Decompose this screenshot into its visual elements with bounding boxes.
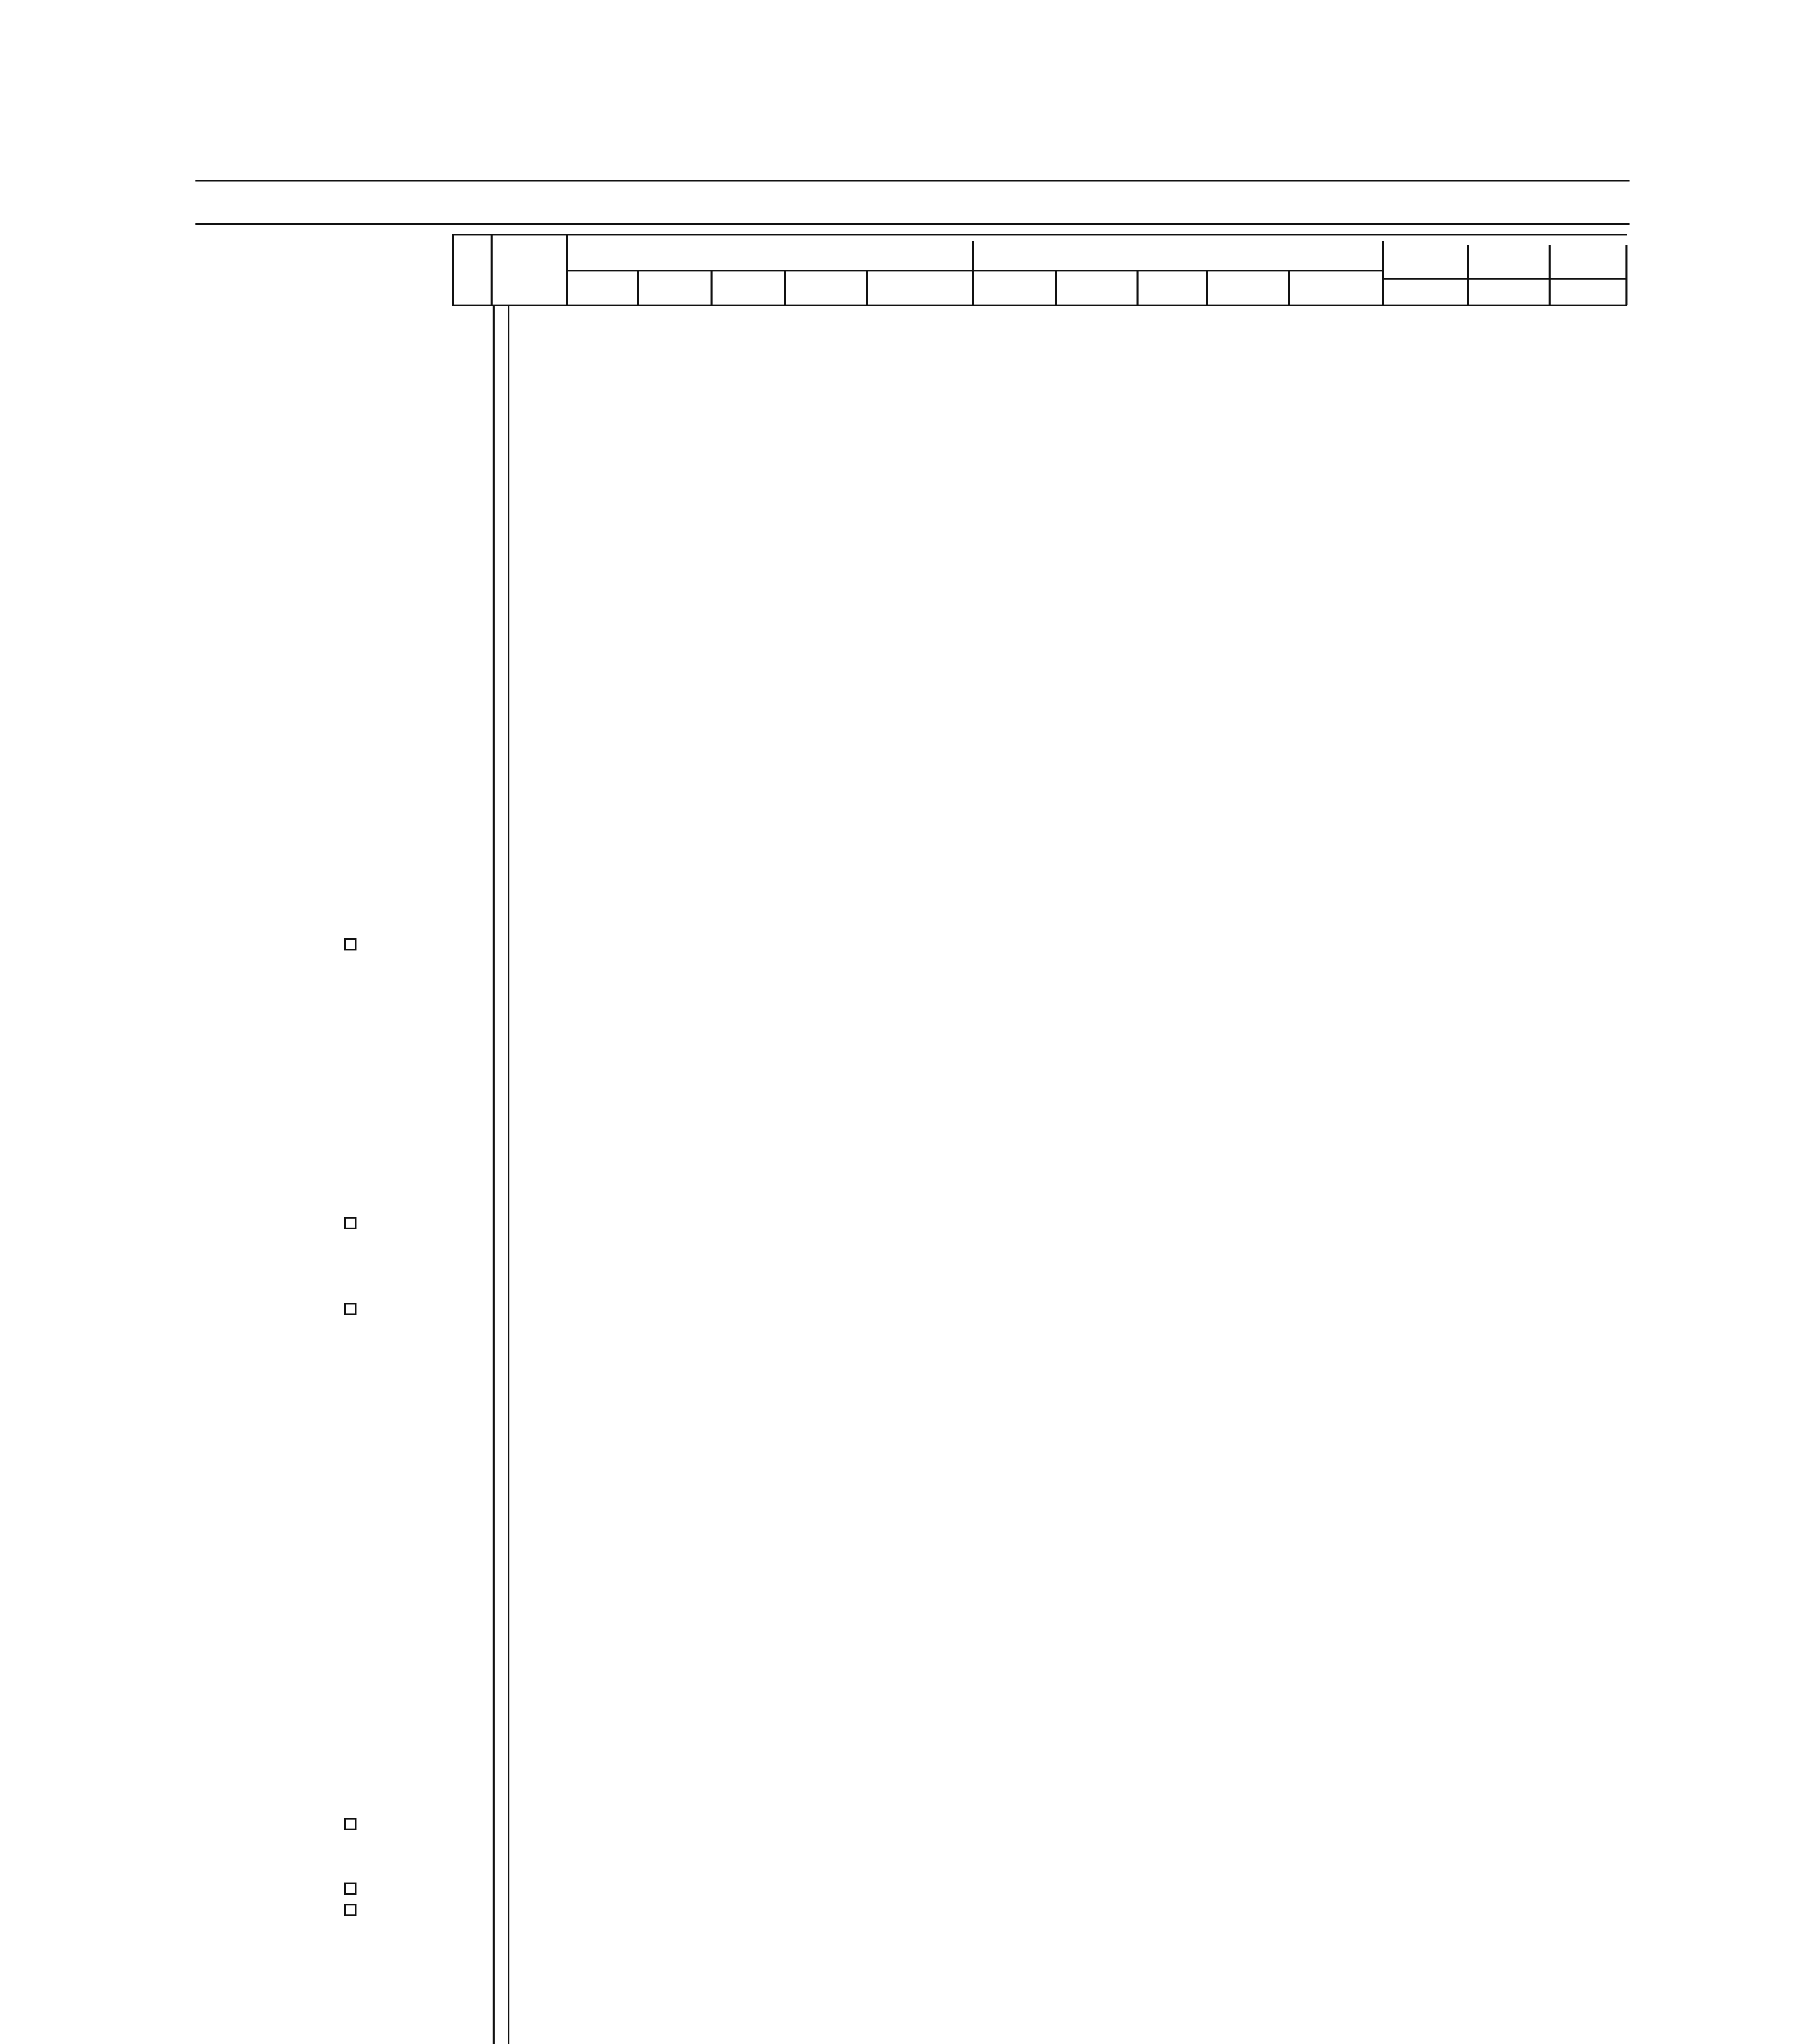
header-rule-right-mid [1382,278,1627,280]
header-divider-00a [637,271,639,305]
table-row [0,1130,1809,1151]
table-row [0,1301,1809,1322]
table-row [0,507,1809,529]
table-row [0,1473,1809,1494]
table-row [0,1730,1809,1752]
table-row [0,2031,1809,2044]
header-divider-03a [1055,271,1057,305]
table-row [0,1537,1809,1559]
table-row [0,314,1809,335]
table-row [0,979,1809,1001]
table-row [0,1194,1809,1215]
header-divider-03b [1137,271,1139,305]
table-row [0,1816,1809,1838]
table-row [0,572,1809,593]
empty-square-marker [344,1303,356,1315]
empty-square-marker [344,1217,356,1229]
empty-square-marker [344,1904,356,1916]
header-divider-hoehe [452,234,454,305]
table-row [0,958,1809,979]
table-row [0,1430,1809,1451]
table-row [0,1452,1809,1473]
table-row [0,1645,1809,1666]
table-row [0,1580,1809,1602]
table-row [0,2010,1809,2031]
table-row [0,443,1809,464]
header-divider-03 [972,241,974,305]
table-row [0,464,1809,486]
table-row [0,1022,1809,1044]
table-row [0,657,1809,679]
table-row [0,1623,1809,1645]
table-row [0,357,1809,378]
table-row [0,829,1809,850]
table-row [0,1924,1809,1945]
header-rule-bottom [452,305,1627,306]
header-divider-gusts-b [1467,245,1469,305]
header-rule-mid [568,270,1382,271]
empty-square-marker [344,1883,356,1895]
table-row [0,1495,1809,1516]
header-divider-right [1625,245,1627,305]
table-row [0,937,1809,958]
table-row [0,614,1809,636]
table-row [0,1344,1809,1365]
table-row [0,550,1809,572]
table-row [0,1666,1809,1688]
table-row [0,1258,1809,1280]
table-row [0,1215,1809,1237]
table-row [0,1087,1809,1108]
table-row [0,894,1809,915]
table-row [0,786,1809,807]
header-divider-precip [1549,245,1551,305]
table-row [0,1001,1809,1022]
table-row [0,1366,1809,1387]
empty-square-marker [344,1818,356,1830]
table-row [0,765,1809,786]
table-row [0,1387,1809,1408]
table-row [0,1688,1809,1709]
header-divider-gusts [1382,241,1384,305]
header-divider-00 [566,234,568,305]
table-row [0,1602,1809,1623]
table-row [0,1988,1809,2009]
table-row [0,722,1809,743]
table-row [0,1881,1809,1902]
table-row [0,1108,1809,1130]
header-rule-top [452,234,1627,235]
table-row [0,915,1809,936]
table-row [0,1967,1809,1988]
header-divider-00c [784,271,786,305]
table-row [0,679,1809,700]
table-row [0,1044,1809,1065]
table-row [0,1709,1809,1730]
header-divider-03d [1288,271,1290,305]
table-row [0,1172,1809,1194]
table-row [0,1151,1809,1172]
table-row [0,1795,1809,1816]
table-row [0,851,1809,872]
table-row [0,1902,1809,1923]
empty-square-marker [344,938,356,950]
table-row [0,336,1809,357]
top-rule [195,180,1630,182]
header-divider-00b [711,271,713,305]
table-row [0,1945,1809,1966]
table-row [0,486,1809,507]
table-row [0,1237,1809,1258]
date-rule [195,223,1630,225]
table-row [0,379,1809,400]
table-row [0,743,1809,764]
table-row [0,1409,1809,1430]
table-row [0,808,1809,829]
table-row [0,1838,1809,1859]
table-row [0,1559,1809,1580]
table-row [0,700,1809,722]
header-divider-iii [491,234,493,305]
table-row [0,1773,1809,1795]
table-row [0,1323,1809,1344]
header-divider-00d [866,271,868,305]
header-divider-03c [1206,271,1208,305]
table-row [0,593,1809,614]
table-row [0,421,1809,443]
